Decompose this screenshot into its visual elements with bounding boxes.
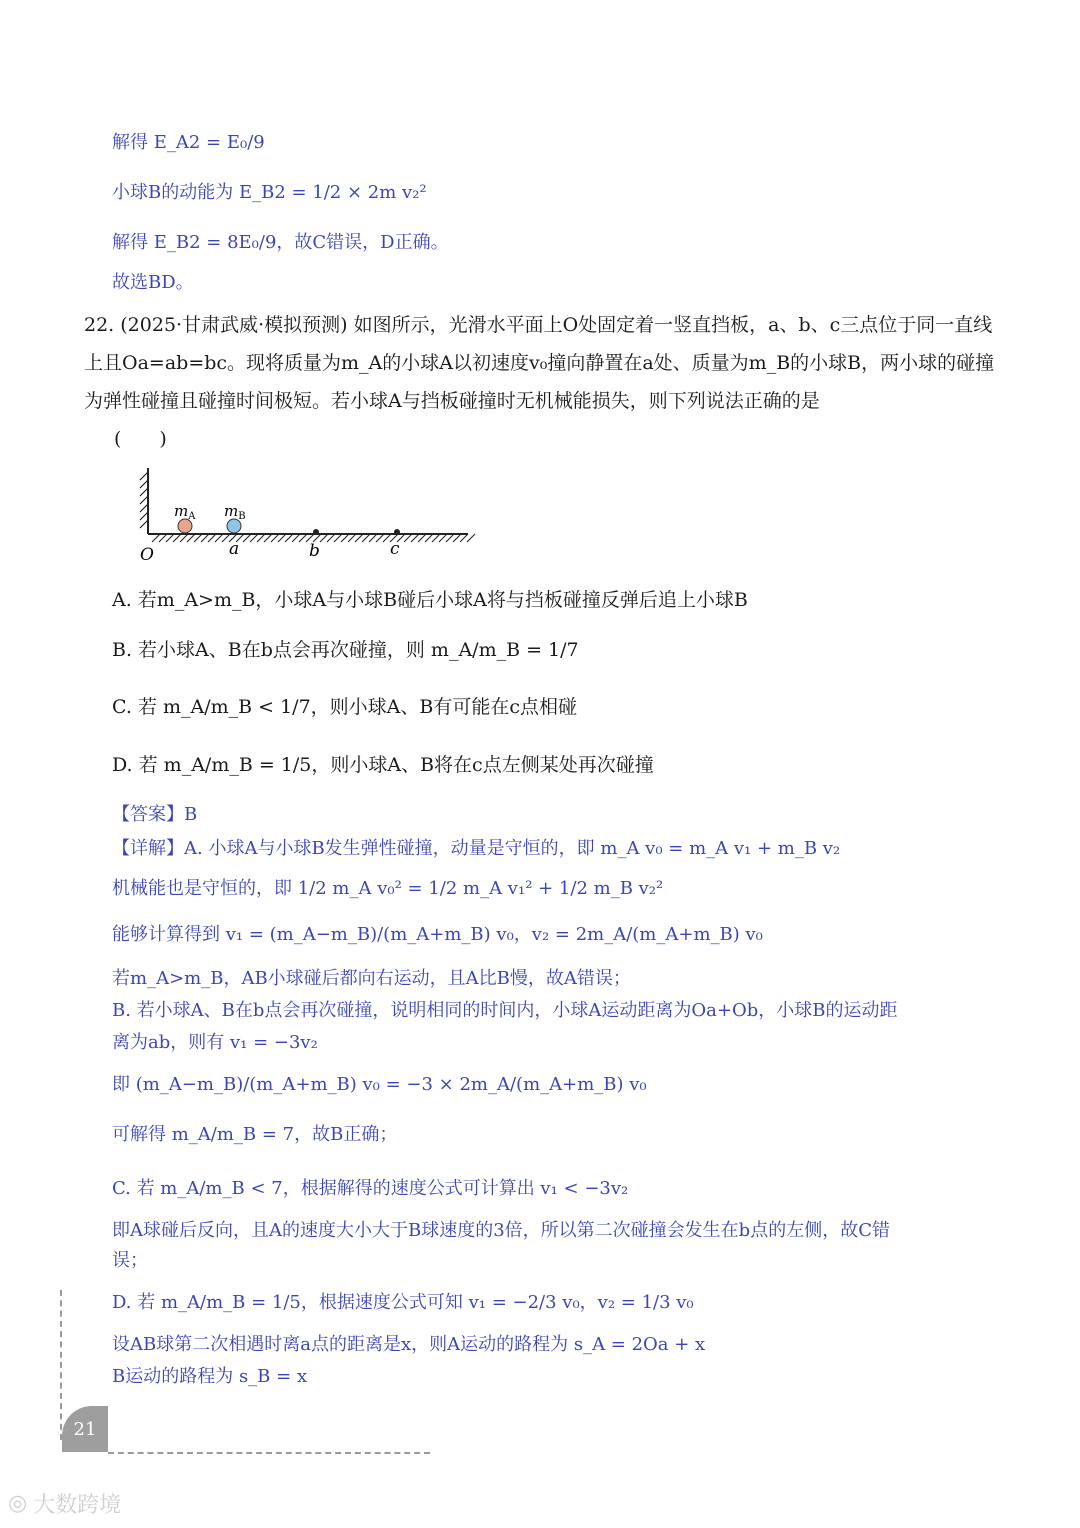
detail-line: 机械能也是守恒的，即 1/2 m_A v₀² = 1/2 m_A v₁² + 1/2 m_B v₂² <box>112 878 664 899</box>
ground-hatch <box>418 534 426 542</box>
detail-line: 若m_A>m_B，AB小球碰后都向右运动，且A比B慢，故A错误； <box>112 968 631 989</box>
ground-hatch <box>285 534 293 542</box>
ground-hatch <box>376 534 384 542</box>
ground-hatch <box>159 534 167 542</box>
ground-hatch <box>299 534 307 542</box>
detail-line: 误； <box>112 1250 148 1271</box>
ground-hatch <box>152 534 160 542</box>
watermark-logo-icon: ◎ <box>8 1491 28 1516</box>
solution-line: 解得 E_B2 = 8E₀/9，故C错误，D正确。 <box>112 232 449 253</box>
ground-hatch <box>180 534 188 542</box>
detail-line: B运动的路程为 s_B = x <box>112 1366 308 1387</box>
option-a: A. 若m_A>m_B，小球A与小球B碰后小球A将与挡板碰撞反弹后追上小球B <box>112 589 748 611</box>
ground-hatch <box>194 534 202 542</box>
ground-hatch <box>187 534 195 542</box>
ground-hatch <box>243 534 251 542</box>
ground-hatch <box>334 534 342 542</box>
ground-hatch <box>467 534 475 542</box>
ground-hatch <box>453 534 461 542</box>
ground-hatch <box>173 534 181 542</box>
detail-line: 离为ab，则有 v₁ = −3v₂ <box>112 1032 318 1053</box>
detail-line: 设AB球第二次相遇时离a点的距离是x，则A运动的路程为 s_A = 2Oa + x <box>112 1334 706 1355</box>
ground-hatch <box>264 534 272 542</box>
detail-tag: 【详解】 <box>112 838 184 859</box>
footer-dashed-vertical <box>60 1290 62 1440</box>
answer-tag: 【答案】 <box>112 804 184 825</box>
ground-hatch <box>166 534 174 542</box>
ground-hatch <box>348 534 356 542</box>
solution-line: 小球B的动能为 E_B2 = 1/2 × 2m v₂² <box>112 182 427 203</box>
page-number: 21 <box>62 1406 108 1452</box>
option-c: C. 若 m_A/m_B < 1/7，则小球A、B有可能在c点相碰 <box>112 696 577 718</box>
ground-hatch <box>362 534 370 542</box>
ground-hatch <box>439 534 447 542</box>
ground-hatch <box>271 534 279 542</box>
question-number: 22. <box>84 314 115 336</box>
ground-hatch <box>355 534 363 542</box>
ground-hatch <box>411 534 419 542</box>
label-mb: $m_B$ <box>224 502 246 522</box>
solution-line: 解得 E_A2 = E₀/9 <box>112 132 265 153</box>
label-c: c <box>390 539 400 559</box>
question-source: (2025·甘肃武威·模拟预测) <box>120 314 348 336</box>
point-b-dot <box>313 529 319 535</box>
detail-line: D. 若 m_A/m_B = 1/5，根据速度公式可知 v₁ = −2/3 v₀，v₂ = 1/3 v₀ <box>112 1292 694 1313</box>
ground-hatch <box>369 534 377 542</box>
ground-hatch <box>208 534 216 542</box>
ground-hatch <box>257 534 265 542</box>
ground-hatch <box>432 534 440 542</box>
ground-hatch <box>460 534 468 542</box>
detail-line: 可解得 m_A/m_B = 7，故B正确； <box>112 1124 398 1145</box>
label-ma: $m_A$ <box>174 502 196 522</box>
ground-hatch <box>201 534 209 542</box>
ground-hatch <box>446 534 454 542</box>
question-22 <box>84 306 1004 458</box>
solution-line: 故选BD。 <box>112 272 194 293</box>
answer-value: B <box>184 804 198 825</box>
ground-hatch <box>278 534 286 542</box>
detail-line: B. 若小球A、B在b点会再次碰撞，说明相同的时间内，小球A运动距离为Oa+Ob，小球B的运动距 <box>112 1000 898 1021</box>
detail-line: 即 (m_A−m_B)/(m_A+m_B) v₀ = −3 × 2m_A/(m_A+m_B) v₀ <box>112 1074 647 1095</box>
ground-hatch <box>341 534 349 542</box>
wall <box>140 468 148 534</box>
label-o: O <box>140 545 154 565</box>
label-a: a <box>229 539 240 559</box>
watermark <box>8 1488 121 1519</box>
answer-line <box>112 800 197 826</box>
ground-hatch <box>215 534 223 542</box>
footer-dashed-horizontal <box>108 1452 430 1454</box>
label-b: b <box>309 541 320 561</box>
ground-hatch <box>404 534 412 542</box>
detail-line: C. 若 m_A/m_B < 7，根据解得的速度公式可计算出 v₁ < −3v₂ <box>112 1178 629 1199</box>
detail-line: 即A球碰后反向，且A的速度大小大于B球速度的3倍，所以第二次碰撞会发生在b点的左侧，故C错 <box>112 1220 890 1241</box>
ground-hatch <box>292 534 300 542</box>
option-b: B. 若小球A、B在b点会再次碰撞，则 m_A/m_B = 1/7 <box>112 639 579 661</box>
ground-hatch <box>250 534 258 542</box>
ground-hatch <box>320 534 328 542</box>
detail-line: 【详解】A. 小球A与小球B发生弹性碰撞，动量是守恒的，即 m_A v₀ = m_A v₁ + m_B v₂ <box>112 838 841 859</box>
collision-figure <box>132 460 482 570</box>
answer-blank: ( ) <box>114 428 167 450</box>
option-d: D. 若 m_A/m_B = 1/5，则小球A、B将在c点左侧某处再次碰撞 <box>112 754 654 776</box>
watermark-text: 大数跨境 <box>33 1493 122 1518</box>
ground-hatch <box>327 534 335 542</box>
point-c-dot <box>394 529 400 535</box>
ground-hatch <box>425 534 433 542</box>
detail-line: 能够计算得到 v₁ = (m_A−m_B)/(m_A+m_B) v₀，v₂ = 2m_A/(m_A+m_B) v₀ <box>112 924 763 945</box>
question-stem: 如图所示，光滑水平面上O处固定着一竖直挡板，a、b、c三点位于同一直线上且Oa=ab=bc。现将质量为m_A的小球A以初速度v₀撞向静置在a处、质量为m_B的小球B，两小球的碰撞为弹性碰撞且碰撞时间极短。若小球A与挡板碰撞时无机械能损失，则下列说法正确的是 <box>84 314 995 412</box>
